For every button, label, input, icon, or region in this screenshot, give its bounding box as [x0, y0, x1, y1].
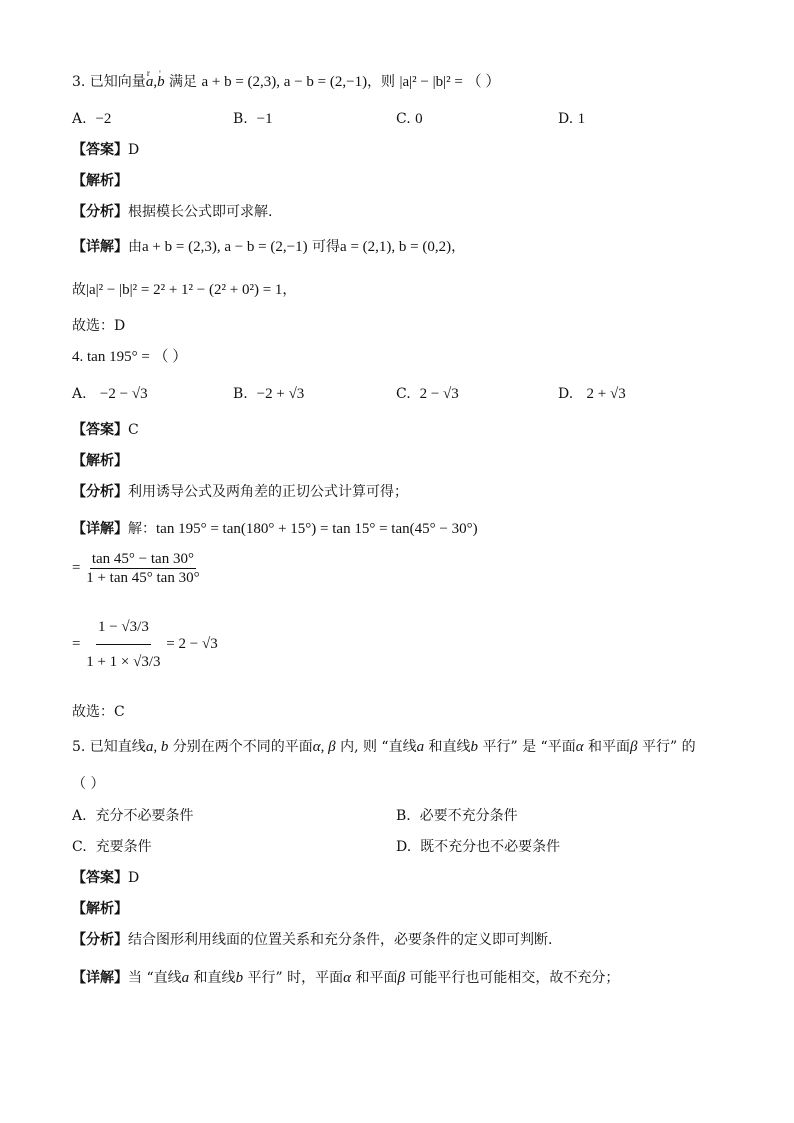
q5-text: 分别在两个不同的平面 [168, 739, 313, 755]
q5-stem-line-1 [72, 737, 696, 757]
q5-var: β [630, 739, 638, 755]
option-letter: D. [396, 839, 412, 855]
option-letter: C. [396, 386, 411, 402]
q5-var: α [575, 739, 584, 755]
q5-fenxi [72, 930, 552, 950]
q3-stem-mid: 满足 [164, 74, 198, 90]
q3-xiangjie [72, 237, 465, 257]
option-letter: D. [558, 111, 574, 127]
option-value: 2 − √3 [419, 386, 459, 402]
q4-answer [72, 420, 139, 440]
fraction-denominator: 1 + tan 45° tan 30° [86, 570, 200, 586]
xiangjie-var: b [235, 970, 244, 986]
choose-text: 故选：D [72, 318, 126, 334]
q5-text: 和直线 [424, 739, 471, 755]
q3-fenxi [72, 202, 272, 222]
q4-fenxi [72, 482, 408, 502]
analysis-label: 【解析】 [72, 453, 128, 469]
q5-text: （ ） [72, 776, 105, 792]
xiangjie-text: 平行” 时，平面 [243, 970, 344, 986]
q3-conclusion [72, 280, 296, 300]
q4-step-2: = $\frac{1 - √3/3}{1 + 1 \times √3/3}$ = 2 − √3 [72, 610, 218, 679]
conclusion-text: 故 [72, 282, 86, 298]
q5-text: 平行” 的 [637, 739, 696, 755]
q5-var: b [470, 739, 479, 755]
answer-value: D [128, 870, 140, 886]
q4-stem [72, 347, 187, 367]
q3-expression: |a|² − |b|² = （ ） [399, 74, 501, 90]
fenxi-label: 【分析】 [72, 484, 128, 500]
option-letter: C. [72, 839, 87, 855]
option-letter: A. [72, 808, 87, 824]
option-value: −2 [95, 111, 112, 127]
q5-stem-line-2 [72, 774, 104, 794]
q5-option-c [72, 837, 152, 857]
fenxi-text: 利用诱导公式及两角差的正切公式计算可得； [128, 484, 408, 500]
xiangjie-label: 【详解】 [72, 521, 128, 537]
answer-label: 【答案】 [72, 422, 128, 438]
q5-answer [72, 868, 139, 888]
q5-analysis-heading [72, 899, 128, 919]
answer-label: 【答案】 [72, 870, 128, 886]
xiangjie-text: 可能平行也可能相交，故不充分； [404, 970, 620, 986]
option-value: 必要不充分条件 [419, 808, 518, 824]
conclusion-text: ， [282, 282, 297, 298]
q3-condition: a + b = (2,3), a − b = (2,−1) [201, 74, 368, 90]
analysis-label: 【解析】 [72, 901, 128, 917]
xiangjie-equation: tan 195° = tan(180° + 15°) = tan 15° = tan(45° − 30°) [156, 521, 478, 537]
fenxi-label: 【分析】 [72, 204, 128, 220]
xiangjie-var: a [181, 970, 190, 986]
fraction-numerator: tan 45° − tan 30° [91, 551, 194, 567]
q3-option-b [233, 109, 273, 129]
option-letter: A. [72, 386, 87, 402]
q5-text: 和平面 [583, 739, 631, 755]
q4-stem-text: 4. tan 195° = （ ） [72, 349, 188, 365]
q5-planes: α, β [312, 739, 336, 755]
answer-label: 【答案】 [72, 142, 128, 158]
option-value: 1 [577, 111, 586, 127]
q5-text: 5. 已知直线 [72, 739, 146, 755]
q5-option-b [396, 806, 518, 826]
q5-option-a [72, 806, 193, 826]
q4-step-1: = $\frac{\tan 45^\circ - \tan 30^\circ}{1 + \tan 45^\circ \tan 30^\circ}$ [72, 551, 200, 586]
option-letter: D. [558, 386, 574, 402]
xiangjie-text: ， [451, 239, 466, 255]
xiangjie-result: a = (2,1), b = (0,2) [340, 239, 452, 255]
fraction-numerator: 1 − √3/3 [96, 610, 151, 645]
q4-option-c [396, 384, 459, 404]
option-value: −2 + √3 [256, 386, 305, 402]
comma: , [153, 74, 158, 90]
fraction-1 [84, 550, 201, 587]
option-letter: B. [233, 386, 248, 402]
xiangjie-var: β [397, 970, 405, 986]
option-value: −2 − √3 [99, 386, 148, 402]
q5-text: 平行” 是 “平面 [478, 739, 576, 755]
answer-value: C [128, 422, 139, 438]
fenxi-text: 结合图形利用线面的位置关系和充分条件，必要条件的定义即可判断. [128, 932, 553, 948]
q3-option-a [72, 109, 111, 129]
q4-option-b [233, 384, 304, 404]
q5-xiangjie [72, 968, 619, 988]
xiangjie-text: 和直线 [189, 970, 236, 986]
xiangjie-text: 可得 [307, 239, 341, 255]
q5-lines: a, b [145, 739, 169, 755]
analysis-label: 【解析】 [72, 173, 128, 189]
q4-choose [72, 702, 125, 722]
q4-analysis-heading [72, 451, 128, 471]
q3-option-d [558, 109, 585, 129]
q4-xiangjie [72, 519, 478, 539]
option-value: 充分不必要条件 [95, 808, 194, 824]
option-letter: C. [396, 111, 411, 127]
xiangjie-text: 解： [128, 521, 156, 537]
option-value: 充要条件 [95, 839, 152, 855]
q3-stem [72, 72, 500, 92]
vector-a: r a [146, 72, 154, 92]
fraction-result: = 2 − √3 [166, 635, 218, 652]
q3-option-c [396, 109, 423, 129]
q3-answer [72, 140, 139, 160]
conclusion-equation: |a|² − |b|² = 2² + 1² − (2² + 0²) = 1 [86, 282, 283, 298]
fraction-denominator: 1 + 1 × √3/3 [86, 654, 161, 670]
option-letter: B. [233, 111, 248, 127]
xiangjie-var: α [343, 970, 351, 986]
xiangjie-text: 由 [128, 239, 142, 255]
answer-value: D [128, 142, 140, 158]
vector-b: ' b [157, 72, 165, 92]
q3-choose [72, 316, 125, 336]
option-value: 0 [415, 111, 423, 127]
option-value: −1 [256, 111, 273, 127]
option-letter: B. [396, 808, 411, 824]
xiangjie-label: 【详解】 [72, 239, 128, 255]
xiangjie-equation: a + b = (2,3), a − b = (2,−1) [142, 239, 308, 255]
choose-text: 故选：C [72, 704, 125, 720]
fenxi-label: 【分析】 [72, 932, 128, 948]
q4-option-d [558, 384, 626, 404]
fenxi-text: 根据模长公式即可求解. [128, 204, 273, 220]
q5-option-d [396, 837, 560, 857]
xiangjie-text: 和平面 [351, 970, 398, 986]
option-value: 既不充分也不必要条件 [420, 839, 561, 855]
q3-analysis-heading [72, 171, 128, 191]
xiangjie-text: 当 “直线 [128, 970, 182, 986]
option-letter: A. [72, 111, 87, 127]
q5-text: 内, 则 “直线 [335, 739, 417, 755]
fraction-2 [84, 610, 162, 679]
xiangjie-label: 【详解】 [72, 970, 128, 986]
q3-stem-text: 3. 已知向量 [72, 74, 146, 90]
q5-var: a [416, 739, 425, 755]
q3-stem-then: ，则 [367, 74, 396, 90]
q4-option-a [72, 384, 148, 404]
option-value: 2 + √3 [586, 386, 626, 402]
